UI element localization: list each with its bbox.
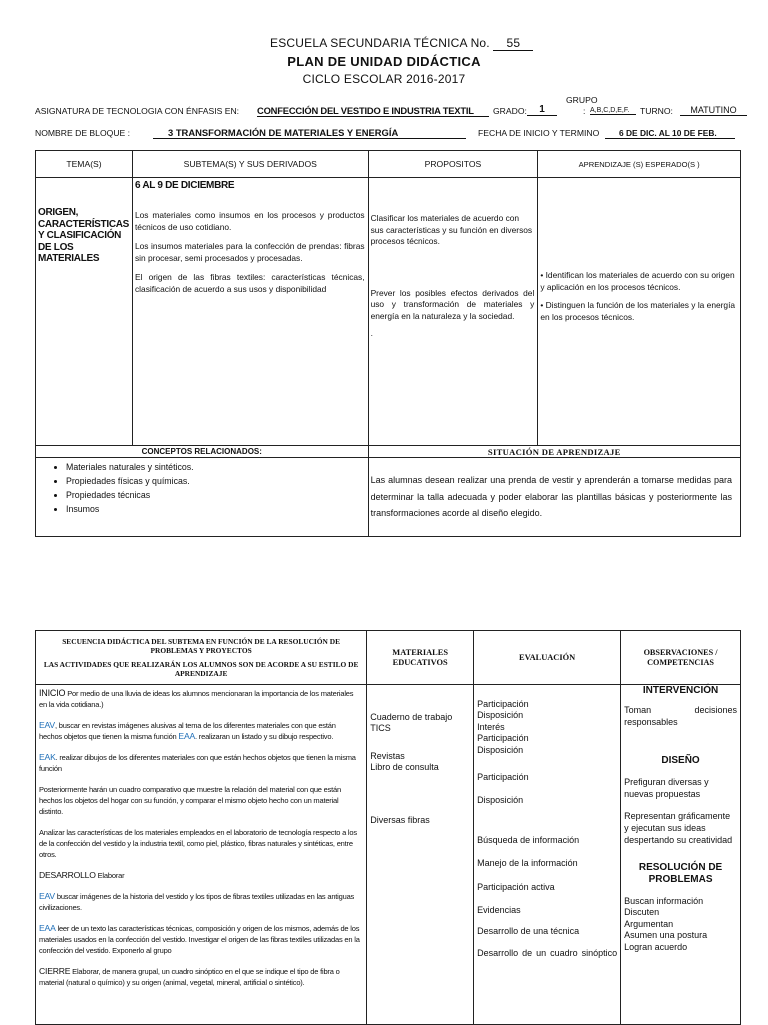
block-label: NOMBRE DE BLOQUE : [35, 128, 131, 138]
shift-value: MATUTINO [680, 105, 747, 116]
aprendizaje-2: • Distinguen la función de los materiales y la energía en los procesos técnicos. [540, 300, 736, 322]
evaluation-item: Desarrollo de un cuadro sinóptico [477, 947, 618, 958]
subtema-p1: Los materiales como insumos en los procesos y productos técnicos de uso cotidiano. [134, 210, 365, 232]
obs-list-resolucion [624, 896, 737, 953]
subject-label: ASIGNATURA DE TECNOLOGIA CON ÉNFASIS EN: [35, 106, 240, 116]
obs-resolucion-item: Asumen una postura [624, 930, 708, 941]
evaluation-item: Evidencias [477, 905, 521, 916]
conceptos-cell [36, 458, 369, 537]
date-value: 6 DE DIC. AL 10 DE FEB. [605, 128, 735, 139]
grade-label: GRADO: [493, 106, 527, 116]
sequence-content-row [36, 685, 741, 1025]
activity-eav-2 [39, 891, 360, 913]
shift-label: TURNO: [640, 106, 673, 116]
evaluation-item: Participación [477, 733, 529, 744]
obs-text-diseno-2: Representan gráficamente y ejecutan sus ideas despertando su creatividad [624, 811, 733, 845]
proposito-2: Prever los posibles efectos derivados del uso y transformación de materiales y energía en la naturaleza y la sociedad. [370, 287, 535, 321]
evaluation-item: Participación activa [477, 881, 555, 892]
activity-eav-1 [39, 720, 360, 742]
evaluation-item: Participación [477, 772, 529, 783]
evaluation-list [477, 699, 617, 959]
obs-text-intervencion: Toman decisiones responsables [624, 705, 737, 727]
eav-text: , buscar en revistas imágenes alusivas al tema de los diferentes materiales con que están hechos objetos que tienen la misma función [39, 721, 336, 741]
situacion-text: Las alumnas desean realizar una prenda de vestir y aprenderán a tomarse medidas para determinar la talla adecuada y poder elaborar las plantillas básicas y posteriormente las transformaciones acorde al diseño elegido. [370, 475, 732, 518]
eaa-text: . realizaran un listado y su dibujo respectivo. [195, 732, 334, 741]
obs-resolucion-item: Buscan información [624, 896, 704, 906]
group-label: GRUPO [566, 95, 598, 105]
activity-eak [39, 752, 360, 774]
material-item: TICS [370, 723, 391, 734]
header-aprendizajes: APRENDIZAJE (S) ESPERADO(S ) [538, 151, 741, 178]
didactic-sequence-table [35, 630, 741, 1025]
material-item: Revistas [370, 750, 405, 761]
group-value: A,B,C,D,E,F. [590, 107, 636, 115]
eak-tag: EAK [39, 752, 56, 762]
evaluation-cell [474, 685, 621, 1025]
header-propositos: PROPOSITOS [368, 151, 538, 178]
evaluation-item: Búsqueda de información [477, 834, 580, 845]
aprendizajes-cell [538, 178, 741, 446]
obs-heading-intervencion: INTERVENCIÓN [642, 685, 719, 696]
subtema-p3: El origen de las fibras textiles: características técnicas, clasificación de acuerdo a sus usos y disponibilidad [134, 272, 365, 294]
propositos-cell [368, 178, 538, 446]
eav-tag: EAV [39, 891, 55, 901]
proposito-3: . [370, 328, 373, 338]
activity-cierre [39, 966, 360, 988]
observations-content [624, 685, 737, 953]
school-cycle: CICLO ESCOLAR 2016-2017 [302, 72, 466, 86]
materials-cell [367, 685, 474, 1025]
evaluation-item: Disposición [477, 744, 524, 755]
activities-cell [36, 685, 367, 1025]
school-name: ESCUELA SECUNDARIA TÉCNICA No. 55 [270, 36, 533, 51]
plan-content-row [36, 178, 741, 446]
activity-desarrollo [39, 870, 360, 881]
unit-plan-table [35, 150, 741, 537]
block-row [35, 126, 747, 140]
obs-resolucion-item: Argumentan [624, 918, 674, 929]
eak-text: . realizar dibujos de los diferentes materiales con que están hechos objetos que tienen la misma función [39, 753, 356, 773]
material-item: Diversas fibras [370, 814, 430, 825]
header-tema: TEMA(S) [36, 151, 133, 178]
proposito-1: Clasificar los materiales de acuerdo con sus características y su función en diversos procesos técnicos. [370, 213, 533, 246]
subtema-cell [132, 178, 368, 446]
header-observaciones: OBSERVACIONES / COMPETENCIAS [621, 631, 741, 685]
evaluation-item: Participación [477, 699, 529, 709]
cierre-text: Elaborar, de manera grupal, un cuadro sinóptico en el que se indique el tipo de fibra o material (natural o químico) y su origen (animal, vegetal, mineral, artificial o sintético). [39, 967, 340, 987]
header-materiales: MATERIALES EDUCATIVOS [367, 631, 474, 685]
material-item: Libro de consulta [370, 762, 439, 773]
obs-resolucion-item: Logran acuerdo [624, 941, 688, 952]
header-evaluacion: EVALUACIÓN [474, 631, 621, 685]
eav-tag: EAV [39, 720, 55, 730]
tema-text: ORIGEN, CARACTERÍSTICAS Y CLASIFICACIÓN DE LOS MATERIALES [38, 207, 130, 264]
concepto-item: • Materiales naturales y sintéticos. [66, 460, 368, 474]
inicio-tag: INICIO [39, 688, 66, 698]
header-secuencia [36, 631, 367, 685]
plan-header-row [36, 151, 741, 178]
materials-list [370, 712, 471, 826]
obs-heading-diseno: DISEÑO [661, 755, 700, 766]
inicio-text: Por medio de una lluvia de ideas los alumnos mencionaran la importancia de los materiales en la vida cotidiana.) [39, 689, 354, 709]
subtema-date: 6 AL 9 DE DICIEMBRE [134, 180, 235, 191]
evaluation-item: Disposición [477, 795, 524, 806]
eaa-tag: EAA [39, 923, 56, 933]
conceptos-header: CONCEPTOS RELACIONADOS: [36, 446, 369, 458]
aprendizaje-1: • Identifican los materiales de acuerdo con su origen y aplicación en los procesos técnicos. [540, 270, 735, 292]
subtema-p2: Los insumos materiales para la confección de prendas: fibras sin procesar, semi procesados y procesadas. [134, 241, 365, 263]
concepto-item: • Propiedades físicas y químicas. [66, 474, 368, 488]
situacion-header: SITUACIÓN DE APRENDIZAJE [368, 446, 740, 458]
material-item: Cuaderno de trabajo [370, 712, 453, 722]
eav-text: buscar imágenes de la historia del vestido y los tipos de fibras textiles utilizadas en las antiguas civilizaciones. [39, 892, 355, 912]
observations-cell [621, 685, 741, 1025]
header-subtema: SUBTEMA(S) Y SUS DERIVADOS [132, 151, 368, 178]
school-number: 55 [493, 36, 533, 51]
cierre-tag: CIERRE [39, 966, 71, 976]
evaluation-item: Interés [477, 721, 505, 732]
obs-resolucion-item: Discuten [624, 907, 660, 918]
grade-value: 1 [527, 104, 557, 116]
obs-text-diseno-1: Prefiguran diversas y nuevas propuestas [624, 777, 709, 799]
concepto-item: • Propiedades técnicas [66, 488, 368, 502]
evaluation-item: Manejo de la información [477, 858, 578, 869]
plan-bottom-row [36, 458, 741, 537]
activities-text [39, 688, 360, 988]
group-separator: : [583, 106, 586, 116]
desarrollo-text: Elaborar [95, 871, 125, 880]
activity-comparativo: Posteriormente harán un cuadro comparativo que muestre la relación del material con que están hechos los objetos del hogar con su función, y comparar el mismo objeto hecho con un material distinto. [39, 785, 341, 816]
evaluation-item: Disposición [477, 710, 524, 721]
header-secuencia-line1: SECUENCIA DIDÁCTICA DEL SUBTEMA EN FUNCIÓN DE LA RESOLUCIÓN DE PROBLEMAS Y PROYECTOS [62, 637, 341, 655]
subject-value: CONFECCIÓN DEL VESTIDO E INDUSTRIA TEXTIL [257, 105, 489, 117]
obs-heading-resolucion: RESOLUCIÓN DE PROBLEMAS [638, 862, 723, 885]
date-label: FECHA DE INICIO Y TERMINO [478, 128, 600, 138]
eaa-text: leer de un texto las características técnicas, composición y origen de los mismos, además de los materiales usados en la confección del vestido. Investigar el origen de las fibras textiles utilizadas en la confección del vestido. Exponerlo al grupo [39, 924, 360, 955]
block-value: 3 TRANSFORMACIÓN DE MATERIALES Y ENERGÍA [153, 127, 466, 139]
plan-subheader-row [36, 446, 741, 458]
conceptos-list [36, 460, 368, 516]
tema-cell [36, 178, 133, 446]
sequence-header-row [36, 631, 741, 685]
concepto-item: • Insumos [66, 502, 368, 516]
eaa-tag: EAA [178, 731, 196, 741]
activity-eaa-2 [39, 923, 360, 956]
plan-title: PLAN DE UNIDAD DIDÁCTICA [287, 54, 481, 69]
header-secuencia-line2: LAS ACTIVIDADES QUE REALIZARÁN LOS ALUMNOS SON DE ACORDE A SU ESTILO DE APRENDIZAJE [43, 660, 359, 678]
activity-inicio [39, 688, 360, 710]
evaluation-item: Desarrollo de una técnica [477, 926, 580, 937]
situacion-cell [368, 458, 740, 537]
subject-row [35, 104, 747, 118]
desarrollo-tag: DESARROLLO [39, 870, 96, 880]
activity-analizar: Analizar las características de los materiales empleados en el laboratorio de tecnología respecto a los de la confección del vestido y la industria textil, como piel, plástico, fibras naturales y sintéticas, entre otros. [39, 828, 357, 859]
